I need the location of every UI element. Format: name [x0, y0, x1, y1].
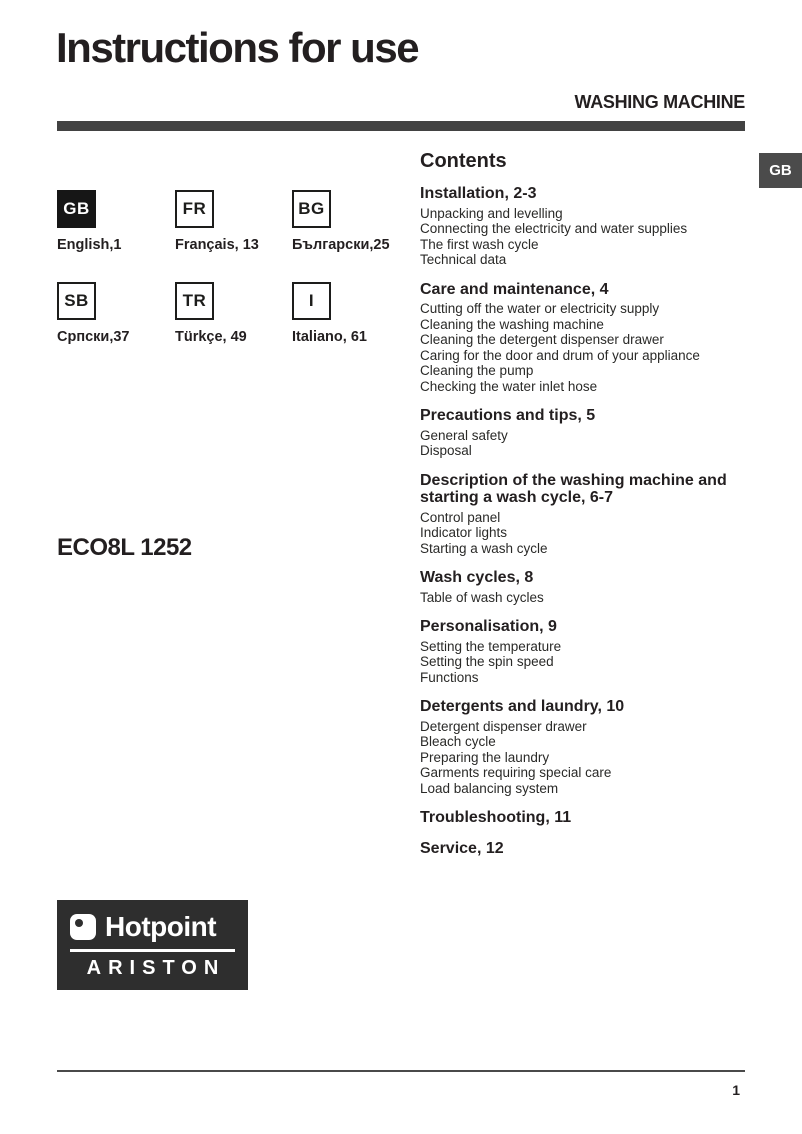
language-item — [175, 282, 292, 374]
toc-item: Checking the water inlet hose — [420, 378, 598, 394]
model-number: ECO8L 1252 — [57, 534, 192, 561]
toc-section — [420, 407, 752, 459]
language-label: English,1 — [57, 237, 122, 253]
logo-divider — [70, 949, 235, 952]
toc-item: Preparing the laundry — [420, 749, 550, 765]
language-code-box: FR — [175, 190, 214, 228]
page-number: 1 — [732, 1082, 740, 1098]
language-label: Italiano, 61 — [292, 329, 367, 345]
toc-section-title: Detergents and laundry, 10 — [420, 698, 625, 715]
toc-section — [420, 472, 752, 557]
toc-item: Cleaning the detergent dispenser drawer — [420, 332, 664, 347]
toc-section-title: Service, 12 — [420, 839, 504, 857]
hotpoint-square-icon — [70, 914, 96, 940]
language-code-box: GB — [57, 190, 96, 228]
toc-item-list — [420, 206, 752, 268]
toc-item: Load balancing system — [420, 780, 559, 796]
language-item — [175, 190, 292, 282]
toc-section-title: Personalisation, 9 — [420, 618, 557, 635]
toc-section-list — [420, 185, 752, 857]
toc-section — [420, 569, 752, 605]
toc-section — [420, 698, 752, 796]
toc-item: Technical data — [420, 252, 507, 267]
toc-item: Setting the spin speed — [420, 654, 554, 669]
product-type-label: WASHING MACHINE — [574, 92, 745, 112]
toc-item: Unpacking and levelling — [420, 205, 563, 221]
footer-divider — [57, 1070, 745, 1072]
toc-item-list — [420, 719, 752, 797]
language-label: Türkçe, 49 — [175, 329, 247, 345]
language-code-box: I — [292, 282, 331, 320]
toc-item: Cutting off the water or electricity supply — [420, 301, 660, 316]
toc-item: Cleaning the washing machine — [420, 316, 604, 332]
toc-item: Disposal — [420, 443, 472, 458]
toc-item-list — [420, 639, 752, 686]
language-item — [292, 190, 410, 282]
toc-section-title: Precautions and tips, 5 — [420, 407, 596, 424]
toc-item: Detergent dispenser drawer — [420, 718, 587, 734]
toc-item: Connecting the electricity and water supplies — [420, 221, 688, 236]
contents-panel — [420, 150, 752, 870]
logo-brand-row — [70, 912, 235, 942]
toc-section — [420, 618, 752, 685]
toc-item: The first wash cycle — [420, 236, 539, 252]
toc-section-title: Description of the washing machine and starting a wash cycle, 6-7 — [420, 471, 727, 506]
toc-section — [420, 809, 752, 827]
toc-section-title: Wash cycles, 8 — [420, 569, 534, 586]
toc-item: Garments requiring special care — [420, 765, 612, 780]
toc-item: Indicator lights — [420, 525, 508, 540]
toc-item: Functions — [420, 669, 479, 685]
language-item — [292, 282, 410, 374]
toc-item: Table of wash cycles — [420, 589, 544, 605]
hotpoint-ariston-logo — [57, 900, 248, 990]
toc-section — [420, 840, 752, 858]
toc-item: Starting a wash cycle — [420, 540, 548, 556]
toc-section-title: Care and maintenance, 4 — [420, 280, 609, 298]
toc-item: General safety — [420, 427, 508, 443]
language-code-box: BG — [292, 190, 331, 228]
title-divider-bar — [57, 121, 745, 131]
toc-item: Caring for the door and drum of your appliance — [420, 347, 700, 363]
toc-section-title: Installation, 2-3 — [420, 185, 537, 202]
toc-item-list — [420, 301, 752, 394]
logo-sub-brand: ARISTON — [86, 957, 226, 979]
language-code-box: TR — [175, 282, 214, 320]
hotpoint-dot-icon — [75, 919, 83, 927]
toc-section — [420, 281, 752, 395]
toc-item: Bleach cycle — [420, 734, 496, 749]
contents-heading: Contents — [420, 150, 507, 172]
logo-brand-name: Hotpoint — [105, 911, 217, 942]
language-code-box: SB — [57, 282, 96, 320]
toc-item: Setting the temperature — [420, 638, 562, 654]
language-label: Български,25 — [292, 237, 390, 253]
toc-item-list — [420, 590, 752, 606]
toc-item: Cleaning the pump — [420, 363, 534, 378]
toc-item: Control panel — [420, 509, 501, 525]
toc-item-list — [420, 428, 752, 459]
language-item — [57, 282, 175, 374]
language-label: Српски,37 — [57, 329, 130, 345]
language-edge-tab: GB — [759, 153, 802, 188]
language-grid — [57, 190, 410, 374]
toc-section — [420, 185, 752, 268]
language-item — [57, 190, 175, 282]
page-title: Instructions for use — [56, 24, 419, 71]
toc-item-list — [420, 510, 752, 557]
toc-section-title: Troubleshooting, 11 — [420, 809, 572, 826]
language-label: Français, 13 — [175, 237, 259, 253]
